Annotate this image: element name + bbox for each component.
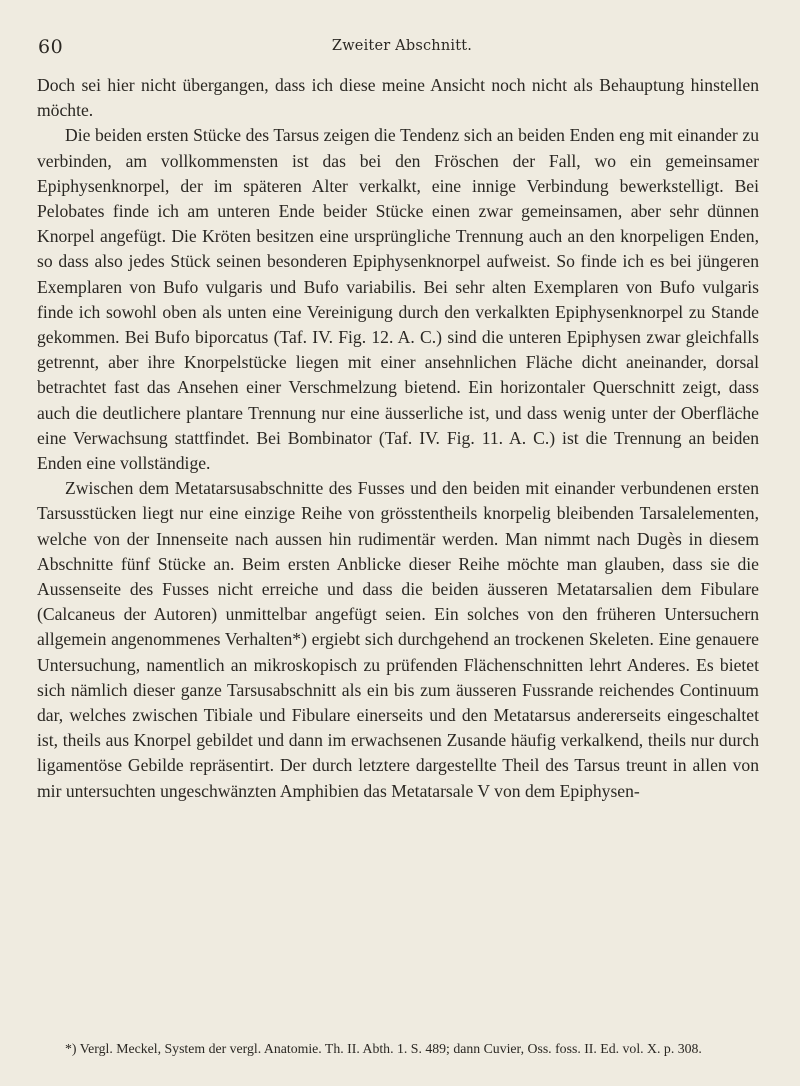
running-head [30, 36, 774, 58]
paragraph-3: Zwischen dem Metatarsusabschnitte des Fusses und den beiden mit einander verbundenen ersten Tarsusstücken liegt nur eine einzige Reihe von grösstentheils knorpelig bleibenden Tarsalelementen, welche von der Innenseite nach aussen hin rudimentär werden. Man nimmt nach Dugès in diesem Abschnitte fünf Stücke an. Beim ersten Anblicke dieser Reihe möchte man glauben, dass sie die Aussenseite des Fusses nicht erreiche und dass die beiden äusseren Metatarsalien dem Fibulare (Calcaneus der Autoren) unmittelbar angefügt seien. Ein solches von den früheren Untersuchern allgemein angenommenes Verhalten*) ergiebt sich durchgehend an trockenen Skeleten. Eine genauere Untersuchung, namentlich an mikroskopisch zu prüfenden Flächenschnitten lehrt Anderes. Es bietet sich nämlich dieser ganze Tarsusabschnitt als ein bis zum äusseren Fussrande reichendes Continuum dar, welches zwischen Tibiale und Fibulare einerseits und den Metatarsus andererseits eingeschaltet ist, theils aus Knorpel gebildet und dann im erwachsenen Zusande häufig verkalkend, theils nur durch ligamentöse Gebilde repräsentirt. Der durch letztere dargestellte Theil des Tarsus treunt in allen von mir untersuchten ungeschwänzten Amphibien das Metatarsale V von dem Epiphysen- [37, 478, 759, 801]
footnote: *) Vergl. Meckel, System der vergl. Anatomie. Th. II. Abth. 1. S. 489; dann Cuvier, Oss. foss. II. Ed. vol. X. p. 308. [65, 1041, 702, 1056]
paragraph-1: Doch sei hier nicht übergangen, dass ich diese meine Ansicht noch nicht als Behauptung hinstellen möchte. [37, 75, 759, 121]
paragraph-2: Die beiden ersten Stücke des Tarsus zeigen die Tendenz sich an beiden Enden eng mit einander zu verbinden, am vollkommensten ist das bei den Fröschen der Fall, wo ein gemeinsamer Epiphysenknorpel, der im späteren Alter verkalkt, eine innige Verbindung bewerkstelligt. Bei Pelobates finde ich am unteren Ende beider Stücke einen zwar gemeinsamen, aber sehr dünnen Knorpel angefügt. Die Kröten besitzen eine ursprüngliche Trennung auch an den knorpeligen Enden, so dass also jedes Stück seinen besonderen Epiphysenknorpel aufweist. So finde ich es bei jüngeren Exemplaren von Bufo vulgaris und Bufo variabilis. Bei sehr alten Exemplaren von Bufo vulgaris finde ich sowohl oben als unten eine Vereinigung durch den verkalkten Epiphysenknorpel zu Stande gekommen. Bei Bufo biporcatus (Taf. IV. Fig. 12. A. C.) sind die unteren Epiphysen zwar gleichfalls getrennt, aber ihre Knorpelstücke liegen mit einer ansehnlichen Fläche dicht aneinander, dorsal betrachtet fast das Ansehen einer Verschmelzung bietend. Ein horizontaler Querschnitt zeigt, dass auch die deutlichere plantare Trennung nur eine äusserliche ist, und dass wenig unter der Oberfläche eine Verwachsung stattfindet. Bei Bombinator (Taf. IV. Fig. 11. A. C.) ist die Trennung an beiden Enden eine vollständige. [37, 125, 759, 474]
page-number: 60 [38, 36, 64, 58]
running-title: Zweiter Abschnitt. [331, 38, 473, 54]
body-text [37, 73, 759, 804]
